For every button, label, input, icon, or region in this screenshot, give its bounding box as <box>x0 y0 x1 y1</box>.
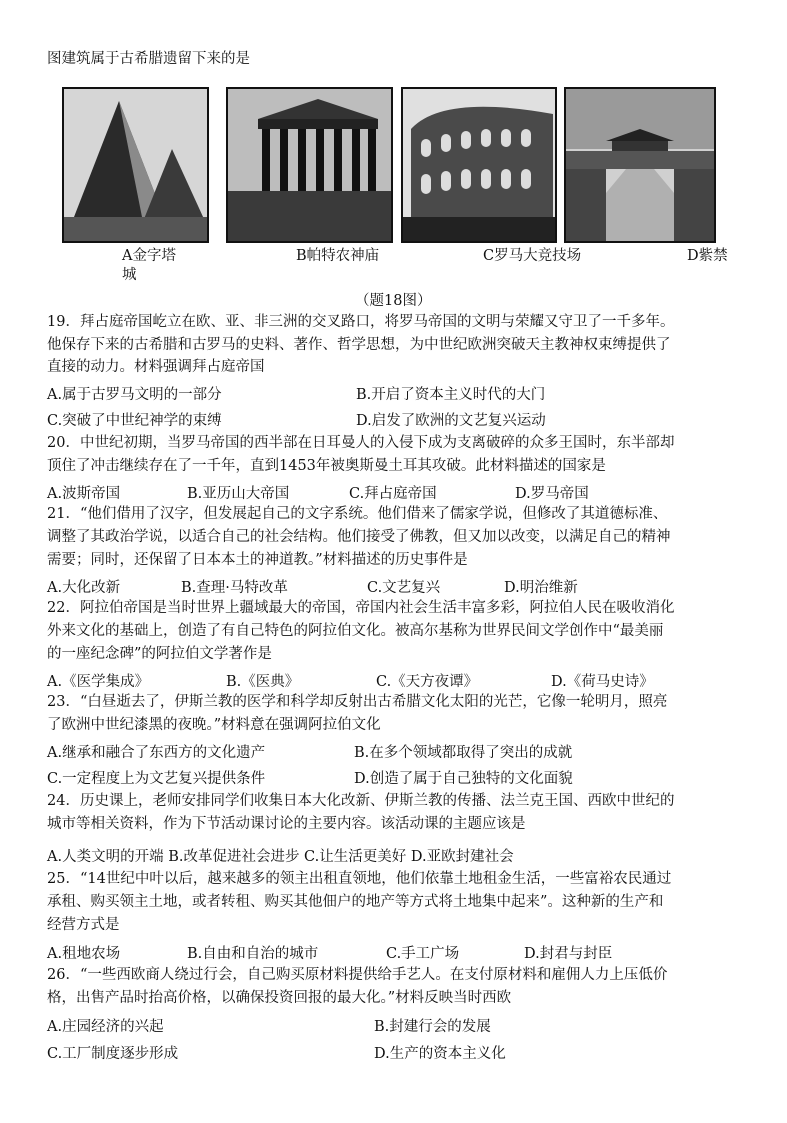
q21-option-c: C.文艺复兴 <box>367 580 441 596</box>
q24-options: A.人类文明的开端 B.改革促进社会进步 C.让生活更美好 D.亚欧封建社会 <box>47 849 514 865</box>
q26-option-c: C.工厂制度逐步形成 <box>47 1046 179 1062</box>
q26-option-b: B.封建行会的发展 <box>374 1019 491 1035</box>
q22-option-b: B.《医典》 <box>226 674 300 690</box>
q26-line-1: 26．“一些西欧商人绕过行会，自己购买原材料提供给手艺人。在支付原材料和雇佣人力上压低价 <box>47 967 668 983</box>
q22-option-d: D.《荷马史诗》 <box>551 674 654 690</box>
forbidden-city-photo <box>564 87 716 243</box>
q20-line-1: 20．中世纪初期，当罗马帝国的西半部在日耳曼人的入侵下成为支离破碎的众多王国时，东半部却 <box>47 435 675 451</box>
q22-option-c: C.《天方夜谭》 <box>376 674 479 690</box>
q26-line-2: 格，出售产品时抬高价格，以确保投资回报的最大化。”材料反映当时西欧 <box>47 990 512 1006</box>
q25-line-3: 经营方式是 <box>47 917 120 933</box>
colosseum-photo <box>401 87 557 243</box>
q19-option-a: A.属于古罗马文明的一部分 <box>47 387 222 403</box>
q20-option-c: C.拜占庭帝国 <box>349 486 437 502</box>
q20-option-b: B.亚历山大帝国 <box>187 486 290 502</box>
q20-option-d: D.罗马帝国 <box>515 486 589 502</box>
q26-option-a: A.庄园经济的兴起 <box>47 1019 164 1035</box>
q19-option-c: C.突破了中世纪神学的束缚 <box>47 413 222 429</box>
q22-line-2: 外来文化的基础上，创造了有自己特色的阿拉伯文化。被高尔基称为世界民间文学创作中“最美丽 <box>47 623 664 639</box>
parthenon-photo <box>226 87 393 243</box>
q24-line-2: 城市等相关资料，作为下节活动课讨论的主要内容。该活动课的主题应该是 <box>47 816 526 832</box>
q24-line-1: 24．历史课上，老师安排同学们收集日本大化改新、伊斯兰教的传播、法兰克王国、西欧中世纪的 <box>47 793 675 809</box>
q18-option-c-label: C罗马大竞技场 <box>483 248 582 264</box>
q25-option-b: B.自由和自治的城市 <box>187 946 319 962</box>
q26-option-d: D.生产的资本主义化 <box>374 1046 506 1062</box>
q19-line-1: 19．拜占庭帝国屹立在欧、亚、非三洲的交叉路口，将罗马帝国的文明与荣耀又守卫了一千多年。 <box>47 314 675 330</box>
pyramid-photo <box>62 87 209 243</box>
q22-line-1: 22．阿拉伯帝国是当时世界上疆域最大的帝国，帝国内社会生活丰富多彩，阿拉伯人民在吸收消化 <box>47 600 675 616</box>
q21-option-a: A.大化改新 <box>47 580 121 596</box>
q19-option-b: B.开启了资本主义时代的大门 <box>356 387 546 403</box>
q18-option-a-label-cont: 城 <box>122 267 137 283</box>
q22-line-3: 的一座纪念碑”的阿拉伯文学著作是 <box>47 646 272 662</box>
q20-option-a: A.波斯帝国 <box>47 486 121 502</box>
q23-line-2: 了欧洲中世纪漆黑的夜晚。”材料意在强调阿拉伯文化 <box>47 717 381 733</box>
q23-option-a: A.继承和融合了东西方的文化遗产 <box>47 745 266 761</box>
q23-option-c: C.一定程度上为文艺复兴提供条件 <box>47 771 266 787</box>
q20-line-2: 顶住了冲击继续存在了一千年，直到1453年被奥斯曼土耳其攻破。此材料描述的国家是 <box>47 458 606 474</box>
q18-option-b-label: B帕特农神庙 <box>296 248 380 264</box>
q21-line-3: 需要；同时，还保留了日本本土的神道教。”材料描述的历史事件是 <box>47 552 468 568</box>
q19-line-3: 直接的动力。材料强调拜占庭帝国 <box>47 359 265 375</box>
q18-option-d-label: D紫禁 <box>687 248 728 264</box>
q22-option-a: A.《医学集成》 <box>47 674 150 690</box>
q25-option-d: D.封君与封臣 <box>524 946 613 962</box>
q18-option-a-label: A金字塔 <box>122 248 176 264</box>
q18-stem: 图建筑属于古希腊遗留下来的是 <box>47 51 250 67</box>
q23-option-b: B.在多个领域都取得了突出的成就 <box>354 745 573 761</box>
q25-line-2: 承租、购买领主土地，或者转租、购买其他佃户的地产等方式将土地集中起来”。这种新的生产和 <box>47 894 664 910</box>
q25-line-1: 25．“14世纪中叶以后，越来越多的领主出租直领地，他们依靠土地租金生活，一些富裕农民通过 <box>47 871 672 887</box>
q25-option-a: A.租地农场 <box>47 946 121 962</box>
q18-caption: （题18图） <box>355 293 432 309</box>
q21-line-1: 21．“他们借用了汉字，但发展起自己的文字系统。他们借来了儒家学说，但修改了其道德标准、 <box>47 506 668 522</box>
q21-option-b: B.查理·马特改革 <box>181 580 288 596</box>
q23-line-1: 23．“白昼逝去了，伊斯兰教的医学和科学却反射出古希腊文化太阳的光芒，它像一轮明月，照亮 <box>47 694 668 710</box>
q25-option-c: C.手工广场 <box>386 946 460 962</box>
q21-option-d: D.明治维新 <box>504 580 578 596</box>
q19-option-d: D.启发了欧洲的文艺复兴运动 <box>356 413 546 429</box>
q19-line-2: 他保存下来的古希腊和古罗马的史料、著作、哲学思想，为中世纪欧洲突破天主教神权束缚提供了 <box>47 337 671 353</box>
q23-option-d: D.创造了属于自己独特的文化面貌 <box>354 771 573 787</box>
q21-line-2: 调整了其政治学说，以适合自己的社会结构。他们接受了佛教，但又加以改变，以满足自己的精神 <box>47 529 671 545</box>
